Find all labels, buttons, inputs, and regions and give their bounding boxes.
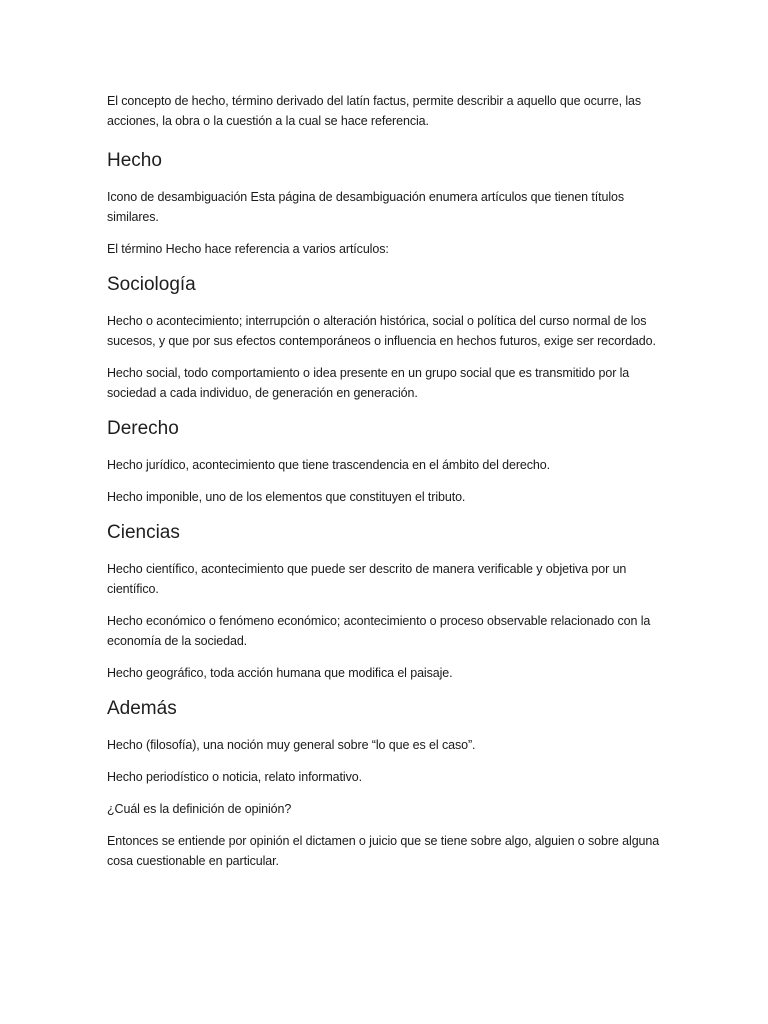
heading-derecho: Derecho xyxy=(107,418,179,439)
paragraph: Hecho o acontecimiento; interrupción o alteración histórica, social o política del curso normal de los sucesos, y que por sus efectos contemporáneos o influencia en hechos futuros, exige ser recordado. xyxy=(107,314,656,348)
paragraph: Entonces se entiende por opinión el dictamen o juicio que se tiene sobre algo, alguien o sobre alguna cosa cuestionable en particular. xyxy=(107,834,660,868)
intro-paragraph: El concepto de hecho, término derivado del latín factus, permite describir a aquello que ocurre, las acciones, la obra o la cuestión a la cual se hace referencia. xyxy=(107,94,642,128)
paragraph: El término Hecho hace referencia a varios artículos: xyxy=(107,242,389,256)
paragraph: Hecho periodístico o noticia, relato informativo. xyxy=(107,770,362,784)
paragraph: Hecho jurídico, acontecimiento que tiene trascendencia en el ámbito del derecho. xyxy=(107,458,550,472)
document-page xyxy=(107,91,667,883)
heading-ciencias: Ciencias xyxy=(107,522,180,543)
paragraph: Icono de desambiguación Esta página de desambiguación enumera artículos que tienen títulos similares. xyxy=(107,190,625,224)
paragraph: Hecho económico o fenómeno económico; acontecimiento o proceso observable relacionado con la economía de la sociedad. xyxy=(107,614,651,648)
paragraph: ¿Cuál es la definición de opinión? xyxy=(107,802,292,816)
paragraph: Hecho (filosofía), una noción muy general sobre “lo que es el caso”. xyxy=(107,738,476,752)
paragraph: Hecho imponible, uno de los elementos que constituyen el tributo. xyxy=(107,490,466,504)
paragraph: Hecho geográfico, toda acción humana que modifica el paisaje. xyxy=(107,666,453,680)
heading-hecho: Hecho xyxy=(107,150,162,171)
heading-sociologia: Sociología xyxy=(107,274,196,295)
heading-ademas: Además xyxy=(107,698,177,719)
paragraph: Hecho social, todo comportamiento o idea presente en un grupo social que es transmitido por la sociedad a cada individuo, de generación en generación. xyxy=(107,366,630,400)
paragraph: Hecho científico, acontecimiento que puede ser descrito de manera verificable y objetiva por un científico. xyxy=(107,562,627,596)
